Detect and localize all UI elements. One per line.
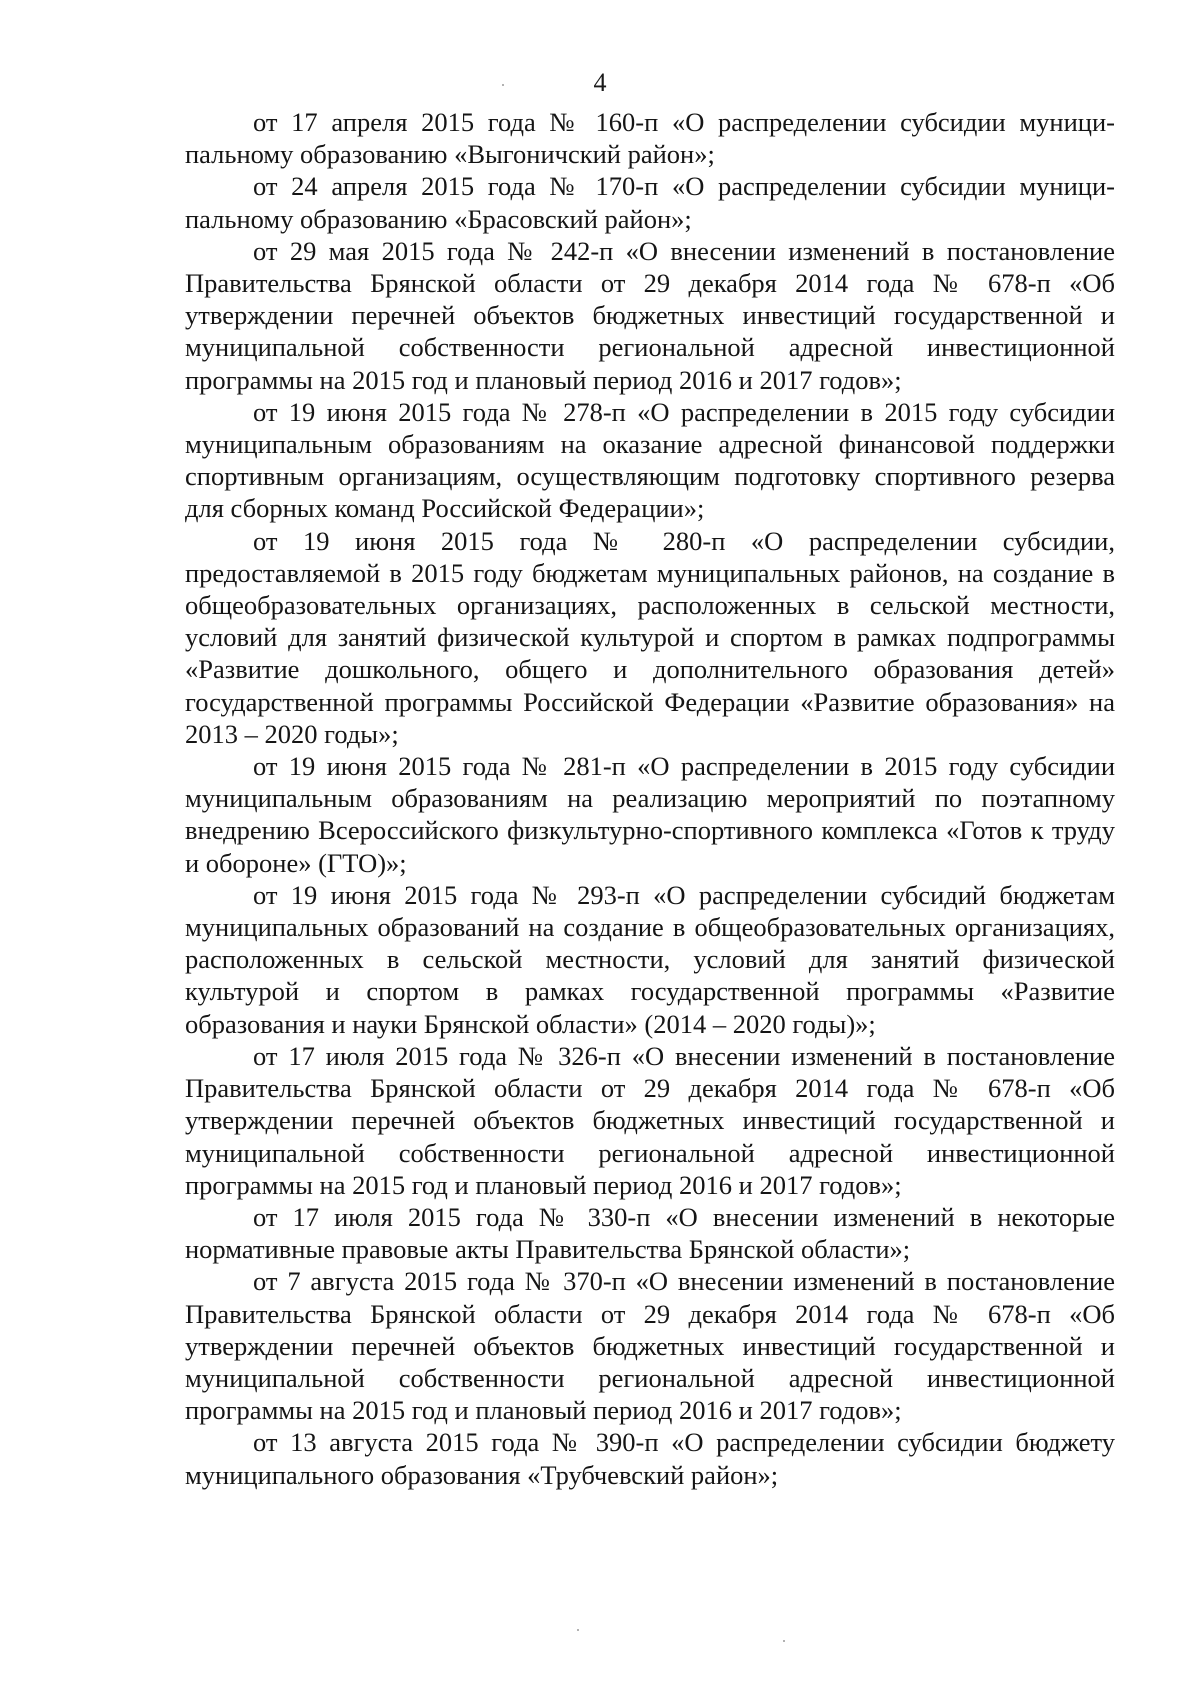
paragraph-293-p: от 19 июня 2015 года № 293-п «О распределении субсидий бюджетам муниципальных образований на создание в общеобразовательных организациях, расположенных в сельской местности, условий для занятий физической культурой и спортом в рамках государственной программы «Развитие образования и науки Брянской области» (2014 – 2020 годы)»;: [185, 879, 1115, 1039]
paragraph-170-p: от 24 апреля 2015 года № 170-п «О распределении субсидии муниципальному образованию «Брасовский район»;: [185, 171, 1115, 234]
paragraph-242-p: от 29 мая 2015 года № 242-п «О внесении изменений в постановление Правительства Брянской области от 29 декабря 2014 года № 678-п «Об утверждении перечней объектов бюджетных инвестиций государственной и муниципальной собственности региональной адресной инвестиционной программы на 2015 год и плановый период 2016 и 2017 годов»;: [185, 235, 1115, 395]
document-body: [185, 106, 1115, 1491]
scan-speck: [783, 1640, 785, 1642]
paragraph-330-p: от 17 июля 2015 года № 330-п «О внесении изменений в некоторые нормативные правовые акты Правительства Брянской области»;: [185, 1201, 1115, 1265]
scan-speck: [502, 84, 504, 86]
paragraph-390-p: от 13 августа 2015 года № 390-п «О распределении субсидии бюджету муниципального образования «Трубчевский район»;: [185, 1427, 1115, 1490]
scan-speck: [577, 1629, 579, 1631]
paragraph-370-p: от 7 августа 2015 года № 370-п «О внесении изменений в постановление Правительства Брянской области от 29 декабря 2014 года № 678-п «Об утверждении перечней объектов бюджетных инвестиций государственной и муниципальной собственности региональной адресной инвестиционной программы на 2015 год и плановый период 2016 и 2017 годов»;: [185, 1266, 1115, 1426]
paragraph-281-p: от 19 июня 2015 года № 281-п «О распределении в 2015 году субсидии муниципальным образованиям на реализацию мероприятий по поэтапному внедрению Всероссийского физкультурно-спортивного комплекса «Готов к труду и обороне» (ГТО)»;: [185, 751, 1115, 878]
page-number: 4: [593, 68, 607, 97]
paragraph-280-p: от 19 июня 2015 года № 280-п «О распределении субсидии, предоставляемой в 2015 году бюджетам муниципальных районов, на создание в общеобразовательных организациях, расположенных в сельской местности, условий для занятий физической культурой и спортом в рамках подпрограммы «Развитие дошкольного, общего и дополнительного образования детей» государственной программы Российской Федерации «Развитие образования» на 2013 – 2020 годы»;: [185, 525, 1115, 749]
paragraph-278-p: от 19 июня 2015 года № 278-п «О распределении в 2015 году субсидии муниципальным образованиям на оказание адресной финансовой поддержки спортивным организациям, осуществляющим подготовку спортивного резерва для сборных команд Российской Федерации»;: [185, 396, 1115, 524]
paragraph-326-p: от 17 июля 2015 года № 326-п «О внесении изменений в постановление Правительства Брянской области от 29 декабря 2014 года № 678-п «Об утверждении перечней объектов бюджетных инвестиций государственной и муниципальной собственности региональной адресной инвестиционной программы на 2015 год и плановый период 2016 и 2017 годов»;: [185, 1040, 1115, 1200]
paragraph-160-p: от 17 апреля 2015 года № 160-п «О распределении субсидии муниципальному образованию «Выгоничский район»;: [185, 107, 1115, 170]
